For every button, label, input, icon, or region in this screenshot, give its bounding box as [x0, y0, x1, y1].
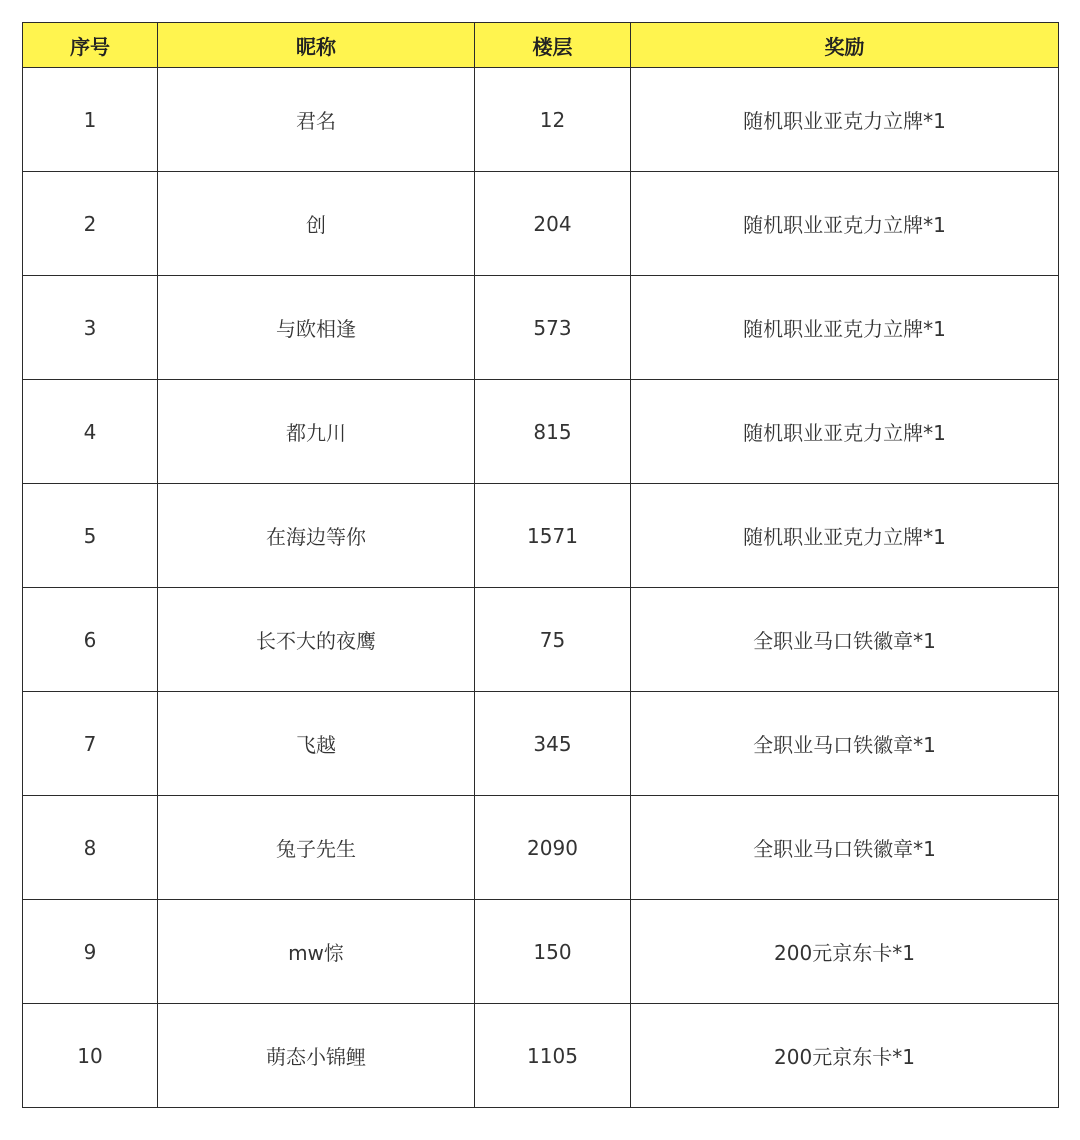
cell-reward: 随机职业亚克力立牌*1	[631, 380, 1059, 484]
winners-table-container	[22, 22, 1058, 1108]
cell-reward: 随机职业亚克力立牌*1	[631, 172, 1059, 276]
cell-index: 9	[23, 900, 158, 1004]
cell-index: 3	[23, 276, 158, 380]
cell-reward: 全职业马口铁徽章*1	[631, 692, 1059, 796]
cell-index: 10	[23, 1004, 158, 1108]
header-nickname: 昵称	[158, 23, 475, 68]
cell-reward: 全职业马口铁徽章*1	[631, 588, 1059, 692]
cell-reward: 随机职业亚克力立牌*1	[631, 276, 1059, 380]
table-row	[23, 796, 1059, 900]
header-index: 序号	[23, 23, 158, 68]
table-row	[23, 484, 1059, 588]
cell-nickname: 与欧相逢	[158, 276, 475, 380]
cell-floor: 1105	[475, 1004, 631, 1108]
cell-index: 6	[23, 588, 158, 692]
cell-index: 2	[23, 172, 158, 276]
table-row	[23, 68, 1059, 172]
table-header	[23, 23, 1059, 68]
cell-floor: 345	[475, 692, 631, 796]
cell-index: 5	[23, 484, 158, 588]
table-row	[23, 588, 1059, 692]
cell-floor: 204	[475, 172, 631, 276]
cell-nickname: mw悰	[158, 900, 475, 1004]
cell-reward: 全职业马口铁徽章*1	[631, 796, 1059, 900]
cell-nickname: 在海边等你	[158, 484, 475, 588]
cell-floor: 75	[475, 588, 631, 692]
cell-floor: 1571	[475, 484, 631, 588]
cell-index: 7	[23, 692, 158, 796]
cell-index: 1	[23, 68, 158, 172]
table-row	[23, 900, 1059, 1004]
cell-floor: 573	[475, 276, 631, 380]
table-row	[23, 172, 1059, 276]
cell-nickname: 都九川	[158, 380, 475, 484]
cell-floor: 815	[475, 380, 631, 484]
cell-index: 8	[23, 796, 158, 900]
table-row	[23, 276, 1059, 380]
cell-nickname: 创	[158, 172, 475, 276]
cell-index: 4	[23, 380, 158, 484]
cell-nickname: 君名	[158, 68, 475, 172]
header-reward: 奖励	[631, 23, 1059, 68]
cell-reward: 随机职业亚克力立牌*1	[631, 484, 1059, 588]
table-row	[23, 380, 1059, 484]
cell-floor: 150	[475, 900, 631, 1004]
cell-nickname: 飞越	[158, 692, 475, 796]
header-row	[23, 23, 1059, 68]
cell-reward: 随机职业亚克力立牌*1	[631, 68, 1059, 172]
cell-nickname: 萌态小锦鲤	[158, 1004, 475, 1108]
cell-reward: 200元京东卡*1	[631, 900, 1059, 1004]
cell-nickname: 兔子先生	[158, 796, 475, 900]
cell-floor: 12	[475, 68, 631, 172]
table-row	[23, 1004, 1059, 1108]
winners-table	[22, 22, 1059, 1108]
table-body	[23, 68, 1059, 1108]
table-row	[23, 692, 1059, 796]
cell-floor: 2090	[475, 796, 631, 900]
header-floor: 楼层	[475, 23, 631, 68]
cell-nickname: 长不大的夜鹰	[158, 588, 475, 692]
cell-reward: 200元京东卡*1	[631, 1004, 1059, 1108]
